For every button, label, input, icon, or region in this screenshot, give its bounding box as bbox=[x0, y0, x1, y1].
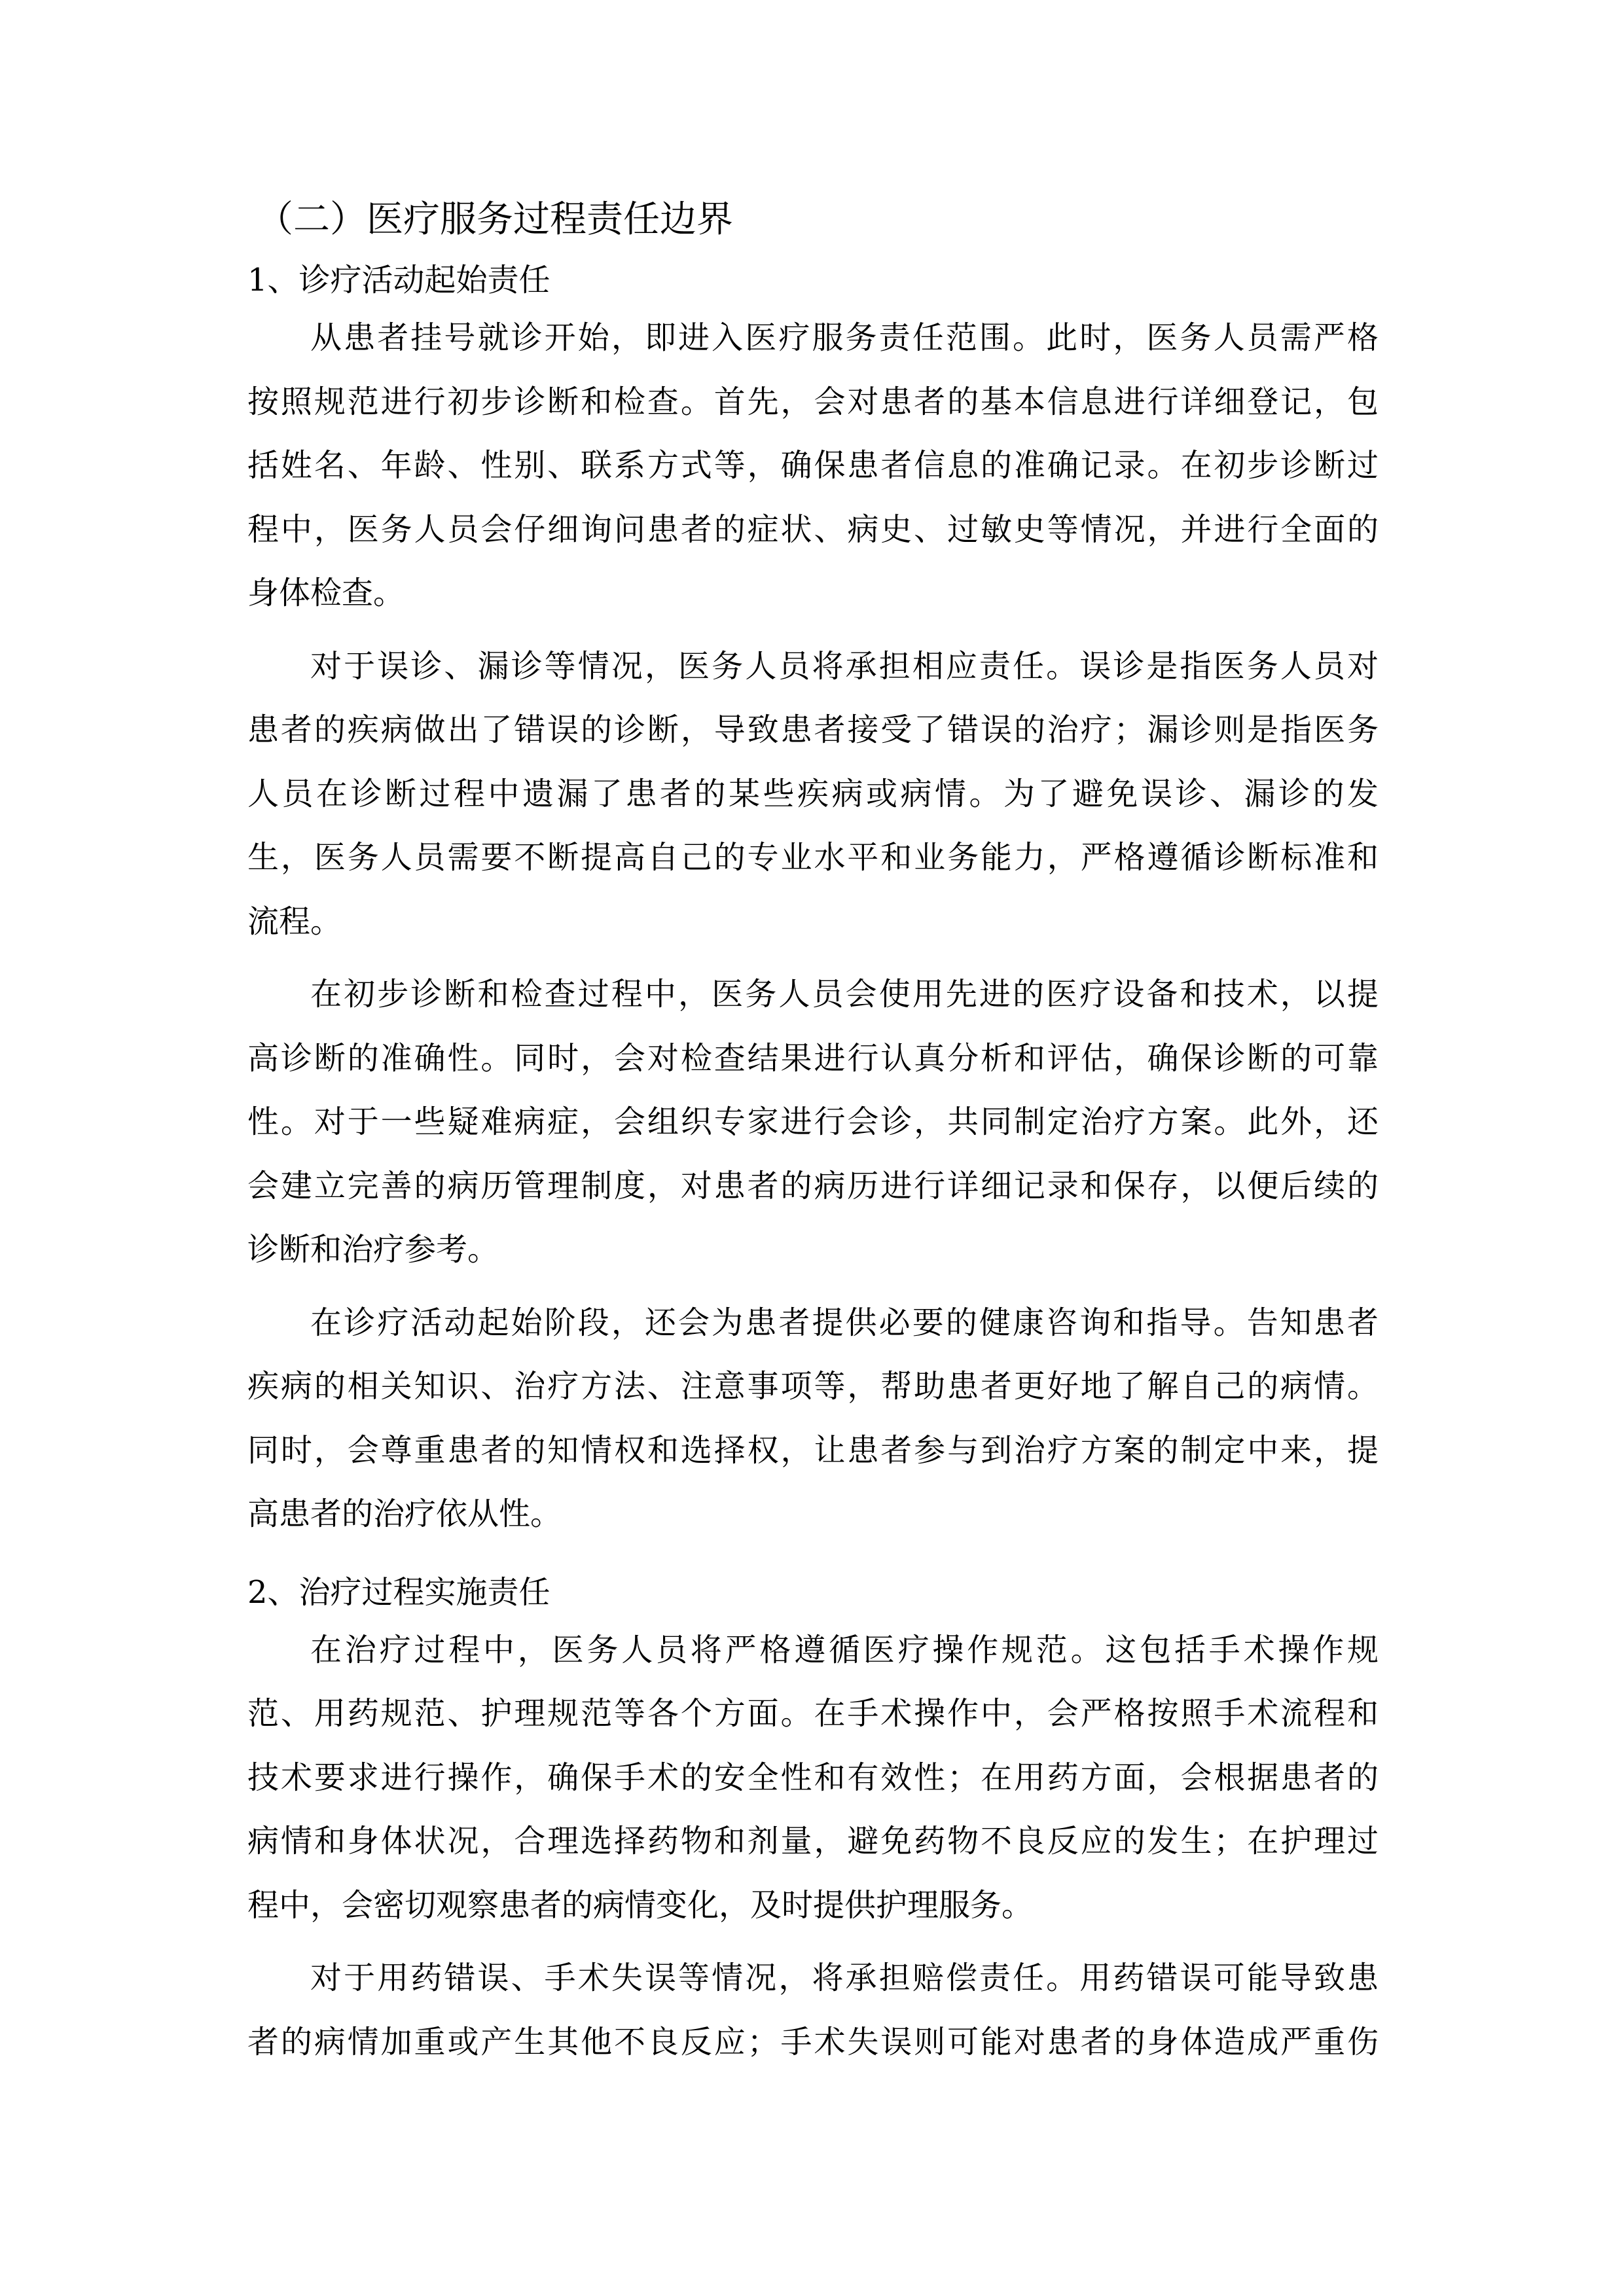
text-line: 患者的疾病做出了错误的诊断，导致患者接受了错误的治疗；漏诊则是指医务 bbox=[247, 711, 1379, 748]
text-line: 在初步诊断和检查过程中，医务人员会使用先进的医疗设备和技术，以提 bbox=[310, 976, 1379, 1013]
text-line: 身体检查。 bbox=[247, 575, 405, 611]
text-line: 按照规范进行初步诊断和检查。首先，会对患者的基本信息进行详细登记，包 bbox=[247, 383, 1379, 420]
text-line: 病情和身体状况，合理选择药物和剂量，避免药物不良反应的发生；在护理过 bbox=[247, 1823, 1379, 1859]
text-line: 人员在诊断过程中遗漏了患者的某些疾病或病情。为了避免误诊、漏诊的发 bbox=[247, 775, 1379, 812]
text-line: 程中，会密切观察患者的病情变化，及时提供护理服务。 bbox=[247, 1886, 1034, 1924]
text-line: 范、用药规范、护理规范等各个方面。在手术操作中，会严格按照手术流程和 bbox=[247, 1695, 1379, 1732]
subsection-heading-1: 1、诊疗活动起始责任 bbox=[247, 262, 550, 298]
text-line: 对于误诊、漏诊等情况，医务人员将承担相应责任。误诊是指医务人员对 bbox=[310, 647, 1379, 685]
text-line: 生，医务人员需要不断提高自己的专业水平和业务能力，严格遵循诊断标准和 bbox=[247, 839, 1379, 876]
section-heading: （二）医疗服务过程责任边界 bbox=[257, 198, 733, 241]
text-line: 诊断和治疗参考。 bbox=[247, 1231, 499, 1268]
paragraph bbox=[247, 1291, 1379, 1547]
text-line: 同时，会尊重患者的知情权和选择权，让患者参与到治疗方案的制定中来，提 bbox=[247, 1431, 1379, 1469]
paragraph bbox=[247, 635, 1379, 954]
document-body bbox=[247, 194, 1379, 2074]
text-line: 在治疗过程中，医务人员将严格遵循医疗操作规范。这包括手术操作规 bbox=[310, 1631, 1379, 1668]
text-line: 高诊断的准确性。同时，会对检查结果进行认真分析和评估，确保诊断的可靠 bbox=[247, 1039, 1379, 1077]
subsection-heading-2: 2、治疗过程实施责任 bbox=[247, 1573, 550, 1611]
paragraph bbox=[247, 1619, 1379, 1938]
text-line: 流程。 bbox=[247, 903, 342, 940]
text-line: 高患者的治疗依从性。 bbox=[247, 1496, 562, 1532]
paragraph bbox=[247, 963, 1379, 1282]
paragraph bbox=[247, 1946, 1379, 2074]
text-line: 在诊疗活动起始阶段，还会为患者提供必要的健康咨询和指导。告知患者 bbox=[310, 1304, 1379, 1341]
text-line: 疾病的相关知识、治疗方法、注意事项等，帮助患者更好地了解自己的病情。 bbox=[247, 1368, 1379, 1405]
text-line: 技术要求进行操作，确保手术的安全性和有效性；在用药方面，会根据患者的 bbox=[247, 1759, 1379, 1796]
text-line: 对于用药错误、手术失误等情况，将承担赔偿责任。用药错误可能导致患 bbox=[310, 1960, 1379, 1996]
text-line: 会建立完善的病历管理制度，对患者的病历进行详细记录和保存，以便后续的 bbox=[247, 1167, 1379, 1204]
text-line: 者的病情加重或产生其他不良反应；手术失误则可能对患者的身体造成严重伤 bbox=[247, 2023, 1379, 2060]
text-line: 程中，医务人员会仔细询问患者的症状、病史、过敏史等情况，并进行全面的 bbox=[247, 511, 1379, 548]
text-line: 性。对于一些疑难病症，会组织专家进行会诊，共同制定治疗方案。此外，还 bbox=[247, 1103, 1379, 1140]
paragraph bbox=[247, 306, 1379, 626]
text-line: 从患者挂号就诊开始，即进入医疗服务责任范围。此时，医务人员需严格 bbox=[310, 319, 1379, 356]
text-line: 括姓名、年龄、性别、联系方式等，确保患者信息的准确记录。在初步诊断过 bbox=[247, 447, 1379, 484]
